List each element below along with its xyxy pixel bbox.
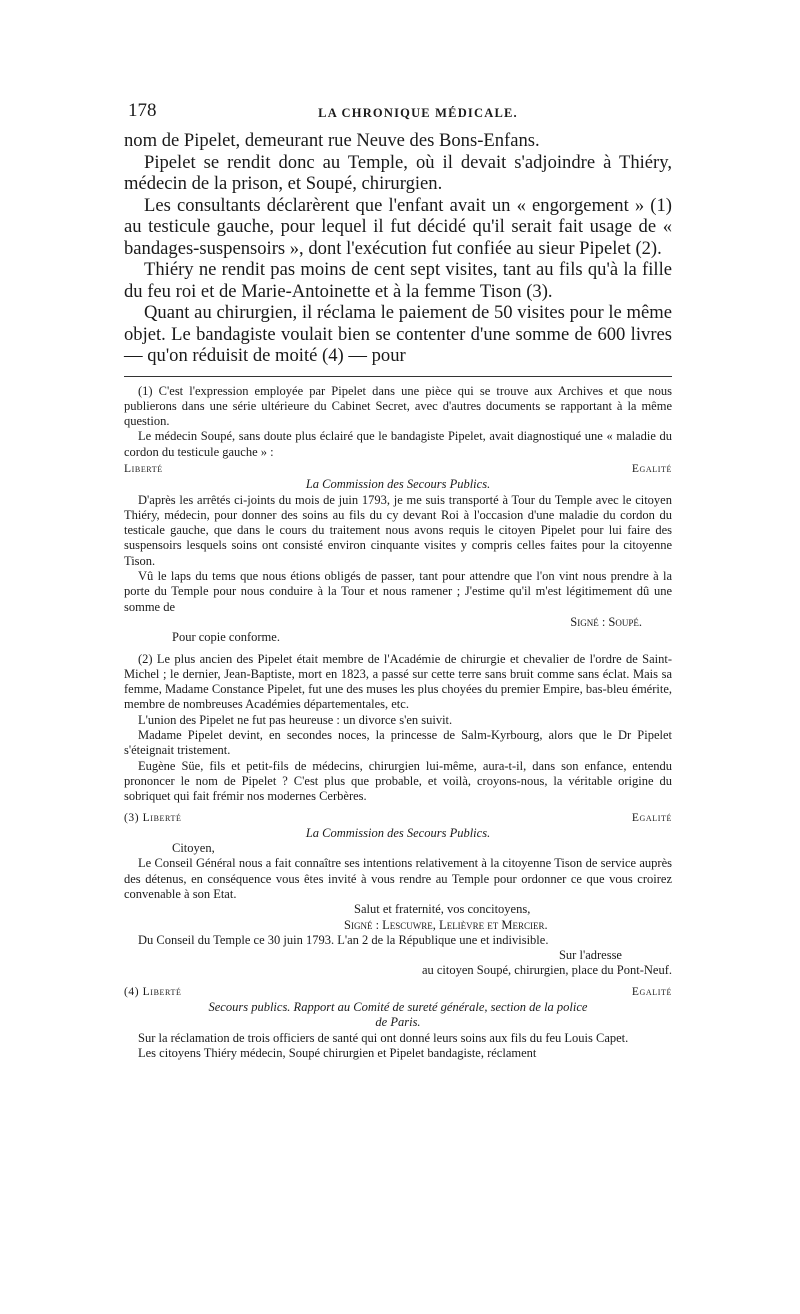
- egalite-label: Egalité: [631, 985, 672, 998]
- footnote-text: Vû le laps du tems que nous étions obligés de passer, tant pour attendre que l'on vint nous prendre à la porte du Temple pour nous conduire à la Tour et nous ramener ; J'estime qu'il m'est légitimement dû une somme de: [124, 569, 672, 614]
- signature: Signé : Soupé.: [570, 614, 642, 629]
- footnotes: [124, 384, 672, 1062]
- report-title: Secours publics. Rapport au Comité de sureté générale, section de la police: [208, 1000, 588, 1015]
- footnote-rule: [124, 376, 672, 377]
- liberte-label: Liberté: [124, 462, 163, 475]
- commission-title: La Commission des Secours Publics.: [305, 825, 491, 840]
- liberte-label: (3) Liberté: [124, 811, 182, 824]
- signature: Signé : Lescuwre, Lelièvre et Mercier.: [344, 917, 548, 932]
- footnote-text: Du Conseil du Temple ce 30 juin 1793. L'an 2 de la République une et indivisible.: [138, 932, 549, 947]
- paragraph: nom de Pipelet, demeurant rue Neuve des Bons-Enfans.: [124, 130, 540, 151]
- running-title: LA CHRONIQUE MÉDICALE.: [318, 106, 518, 120]
- running-header: [124, 100, 672, 130]
- closing: Salut et fraternité, vos concitoyens,: [354, 902, 531, 917]
- footnote-text: Le médecin Soupé, sans doute plus éclairé que le bandagiste Pipelet, avait diagnostiqué une « maladie du cordon du testicule gauche » :: [124, 429, 672, 459]
- footnote-text: Le Conseil Général nous a fait connaître ses intentions relativement à la citoyenne Tison de service auprès des détenus, en conséquence vous êtes invité à vous rendre au Temple pour ordonner ce que vous croirez convenable à son Etat.: [124, 856, 672, 901]
- footnote-text: Madame Pipelet devint, en secondes noces, la princesse de Salm-Kyrbourg, alors que le Dr Pipelet s'éteignait tristement.: [124, 728, 672, 758]
- egalite-label: Egalité: [631, 811, 672, 824]
- footnote-text: Sur la réclamation de trois officiers de santé qui ont donné leurs soins aux fils du feu Louis Capet.: [138, 1030, 629, 1045]
- header-line: [124, 811, 672, 826]
- footnote-1: (1) C'est l'expression employée par Pipelet dans une pièce qui se trouve aux Archives et que nous publierons dans une série ultérieure du Cabinet Secret, avec d'autres documents se rapportant à la même question.: [124, 383, 672, 429]
- page: [124, 100, 672, 1061]
- address-label: Sur l'adresse: [558, 948, 622, 963]
- salutation: Citoyen,: [172, 841, 215, 856]
- main-text: [124, 130, 672, 367]
- paragraph: Thiéry ne rendit pas moins de cent sept visites, tant au fils qu'à la fille du feu roi et de Marie-Antoinette et à la femme Tison (3).: [124, 259, 672, 302]
- footnote-text: L'union des Pipelet ne fut pas heureuse : un divorce s'en suivit.: [138, 712, 453, 727]
- footnote-text: Les citoyens Thiéry médecin, Soupé chirurgien et Pipelet bandagiste, réclament: [138, 1045, 537, 1060]
- paragraph: Quant au chirurgien, il réclama le paiement de 50 visites pour le même objet. Le bandagiste voulait bien se contenter d'une somme de 600 livres — qu'on réduisit de moité (4) — pour: [124, 302, 672, 366]
- paragraph: Pipelet se rendit donc au Temple, où il devait s'adjoindre à Thiéry, médecin de la prison, et Soupé, chirurgien.: [124, 151, 672, 194]
- egalite-label: Egalité: [631, 462, 672, 475]
- header-line: [124, 985, 672, 1000]
- header-line: [124, 462, 672, 477]
- copy-note: Pour copie conforme.: [172, 630, 280, 645]
- footnote-text: Eugène Süe, fils et petit-fils de médecins, chirurgien lui-même, aura-t-il, dans son enfance, entendu prononcer le nom de Pipelet ? C'est plus que probable, et voilà, croyons-nous, la véritable origine du sobriquet qui fait frémir nos modernes Cerbères.: [124, 758, 672, 804]
- liberte-label: (4) Liberté: [124, 985, 182, 998]
- report-title: de Paris.: [375, 1015, 421, 1030]
- footnote-2: (2) Le plus ancien des Pipelet était membre de l'Académie de chirurgie et chevalier de l'ordre de Saint-Michel ; le dernier, Jean-Baptiste, mort en 1823, a passé sur cette terre sans bruit comme sans éclat. Mais sa femme, Madame Constance Pipelet, fut une des muses les plus choyées du premier Empire, bas-bleu émérite, membre de nombreuses Académies départementales, etc.: [124, 651, 672, 712]
- address: au citoyen Soupé, chirurgien, place du Pont-Neuf.: [421, 963, 672, 978]
- commission-title: La Commission des Secours Publics.: [305, 477, 491, 492]
- footnote-text: D'après les arrêtés ci-joints du mois de juin 1793, je me suis transporté à Tour du Temple avec le citoyen Thiéry, médecin, pour donner des soins au fils du cy devant Roi à l'occasion d'une maladie du cordon du testicale gauche, que dans le cours du traitement nous avons requis le citoyen Pipelet pour lui faire des suspensoirs lesquels soins ont consisté environ cinquante visites y compris celles faites pour la citoyenne Tison.: [124, 492, 672, 568]
- page-number: 178: [128, 100, 157, 121]
- paragraph: Les consultants déclarèrent que l'enfant avait un « engorgement » (1) au testicule gauche, pour lequel il fut décidé qu'il serait fait usage de « bandages-suspensoirs », dont l'exécution fut confiée au sieur Pipelet (2).: [124, 194, 672, 259]
